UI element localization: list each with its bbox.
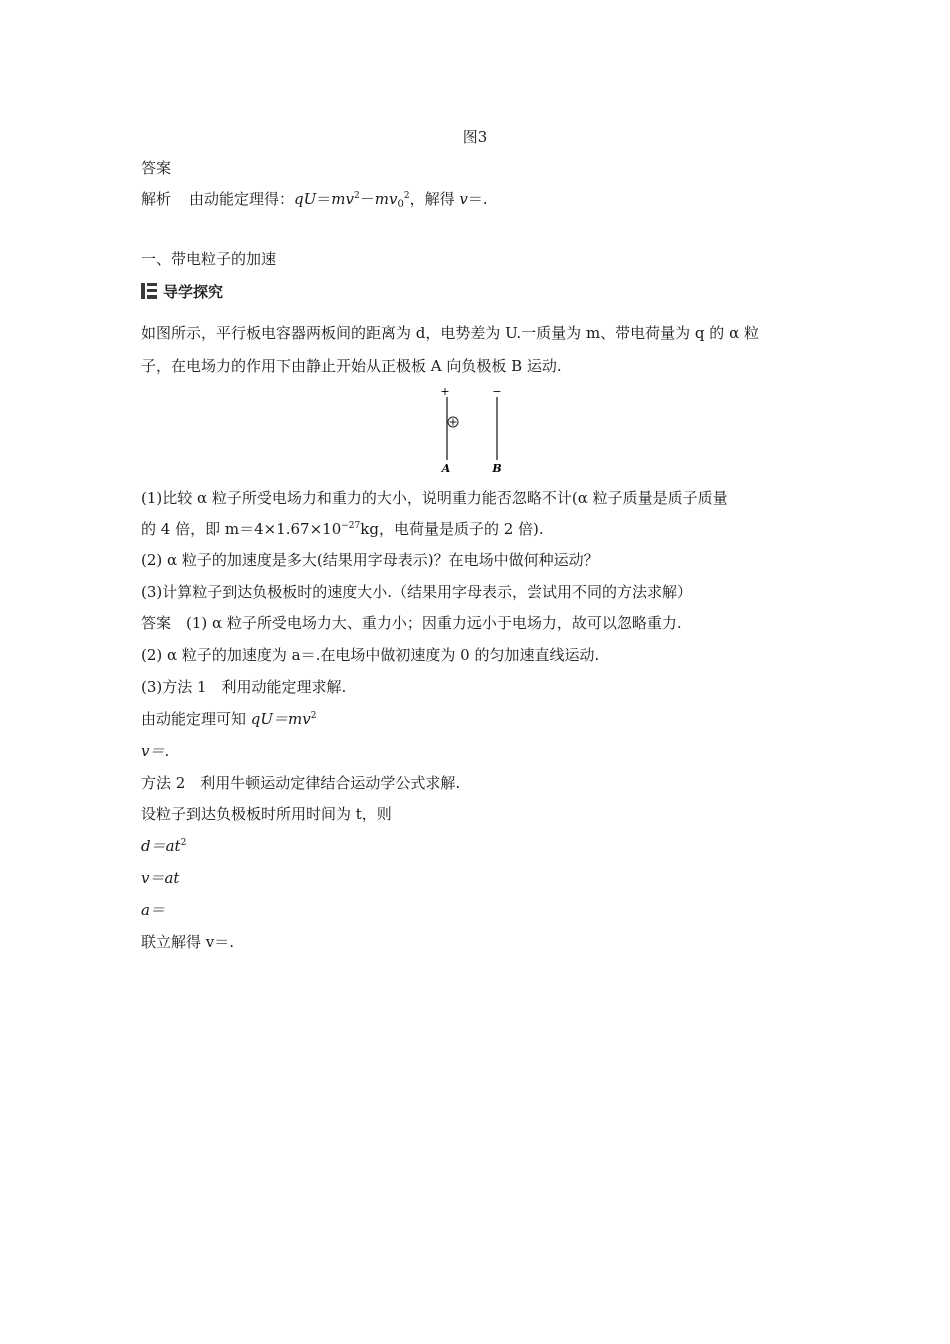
answer-label: 答案 [141, 159, 172, 177]
formula-end: ＝. [467, 190, 488, 208]
question-2: (2) α 粒子的加速度是多大(结果用字母表示)？在电场中做何种运动？ [141, 551, 599, 569]
answer-10: a＝ [141, 901, 165, 919]
answer-4-sup: 2 [310, 711, 317, 721]
answer-9: v＝at [141, 869, 180, 887]
answer-8-sup: 2 [180, 838, 187, 848]
answer-11: 联立解得 v＝. [141, 933, 235, 951]
minus-sign: − [492, 385, 502, 398]
answer-4 [141, 709, 316, 729]
question-1-text-b: kg，电荷量是质子的 2 倍). [360, 520, 544, 538]
question-1-line-2 [141, 519, 544, 539]
formula-minus: － [359, 190, 375, 208]
formula-mv0: mv [374, 190, 398, 208]
question-1-line-1: (1)比较 α 粒子所受电场力和重力的大小，说明重力能否忽略不计(α 粒子质量是质子质量 [141, 489, 728, 507]
formula-qu: qU [294, 190, 317, 208]
section-tag-label: 导学探究 [163, 282, 224, 301]
formula-sup: 2 [354, 191, 360, 201]
formula-sup: 2 [403, 191, 410, 201]
answer-3: (3)方法 1 利用动能定理求解. [141, 678, 347, 696]
figure-caption: 图3 [462, 128, 488, 146]
analysis-label: 解析 [141, 190, 172, 208]
formula-mv: mv [331, 190, 354, 208]
section-title: 一、带电粒子的加速 [141, 250, 277, 268]
analysis-line [141, 189, 488, 212]
answer-5: v＝. [141, 742, 170, 760]
answer-7: 设粒子到达负极板时所用时间为 t，则 [141, 805, 392, 823]
plate-a-label: A [441, 462, 451, 475]
plus-sign: + [440, 385, 450, 398]
analysis-text-b: ，解得 [409, 190, 460, 208]
question-3: (3)计算粒子到达负极板时的速度大小.（结果用字母表示，尝试用不同的方法求解） [141, 583, 693, 601]
plate-b-label: B [492, 462, 502, 475]
answer-8 [141, 836, 186, 856]
answer-4-formula: qU＝mv [250, 710, 311, 728]
section-tag-icon [141, 283, 157, 299]
problem-line-2: 子，在电场力的作用下由静止开始从正极板 A 向负极板 B 运动. [141, 357, 562, 375]
analysis-text: 由动能定理得： [189, 190, 295, 208]
question-1-text-a: 的 4 倍，即 m＝4×1.67×10 [141, 520, 342, 538]
answer-8-formula: d＝at [141, 837, 181, 855]
answer-6: 方法 2 利用牛顿运动定律结合运动学公式求解. [141, 774, 461, 792]
formula-sub: 0 [397, 199, 404, 210]
formula-equals: ＝ [316, 190, 332, 208]
formula-v: v [459, 190, 468, 208]
answer-1: 答案 (1) α 粒子所受电场力大、重力小；因重力远小于电场力，故可以忽略重力. [141, 614, 682, 632]
problem-line-1: 如图所示，平行板电容器两板间的距离为 d，电势差为 U.一质量为 m、带电荷量为 q 的 α 粒 [141, 324, 759, 342]
answer-2: (2) α 粒子的加速度为 a＝.在电场中做初速度为 0 的匀加速直线运动. [141, 646, 600, 664]
section-tag [141, 280, 223, 302]
capacitor-diagram [430, 384, 520, 476]
question-1-exponent: −27 [341, 521, 361, 531]
answer-4-text: 由动能定理可知 [141, 710, 251, 728]
